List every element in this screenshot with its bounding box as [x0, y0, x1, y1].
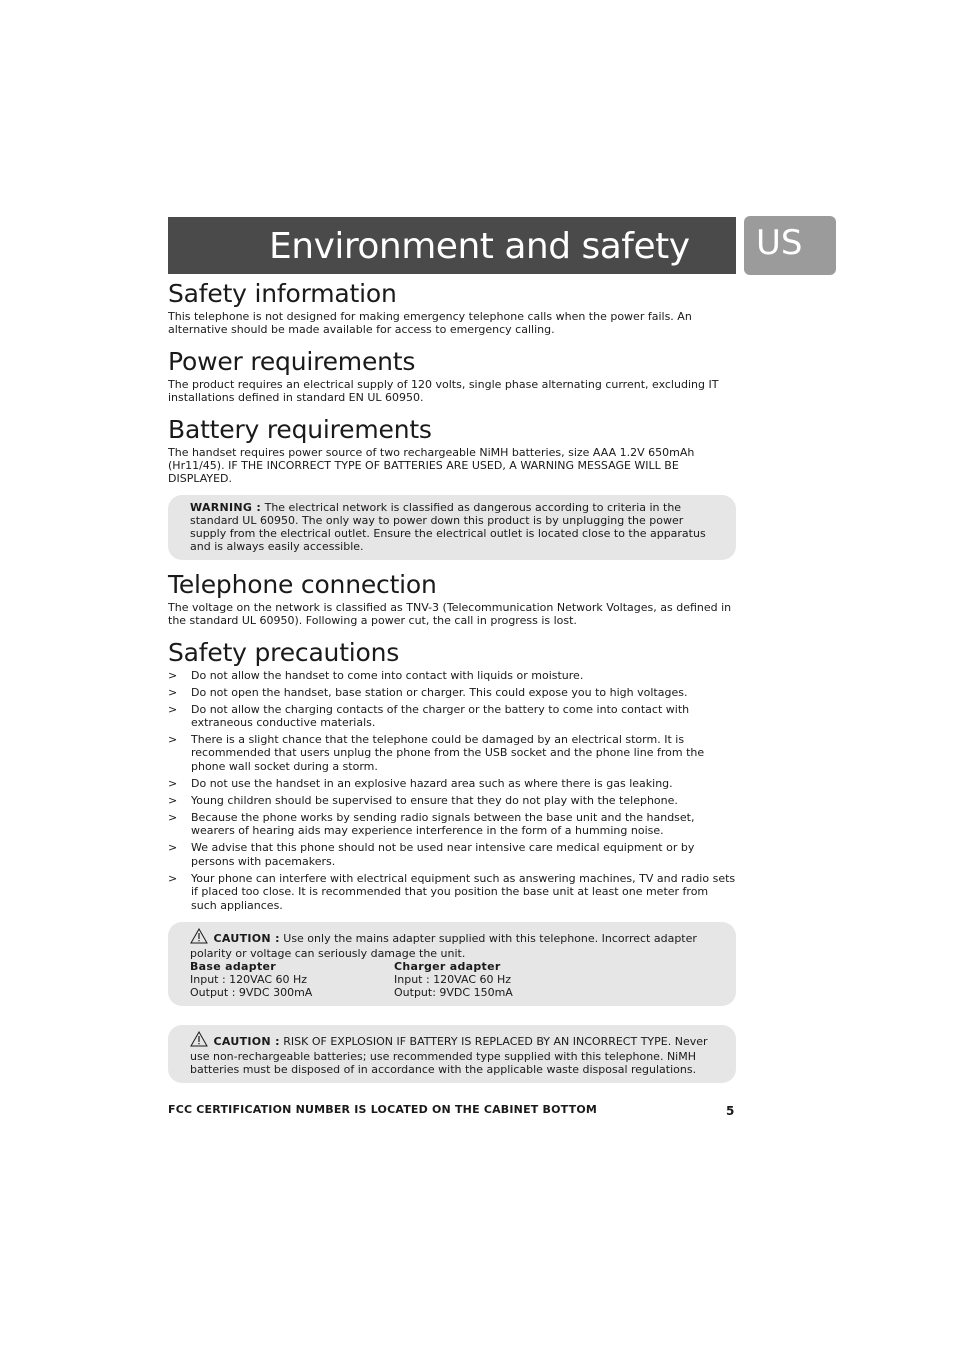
caution-battery-text: RISK OF EXPLOSION IF BATTERY IS REPLACED BY AN INCORRECT TYPE. Never use non-rechargeable batteries; use recommended type supplied with this telephone. NiMH batteries must be disposed of in accordance with the applicable waste disposal regulations. [190, 1034, 708, 1076]
warning-triangle-icon [190, 1031, 210, 1050]
page-title-bar [168, 217, 736, 274]
power-requirements-heading: Power requirements [168, 346, 416, 376]
adapter-specs [190, 960, 714, 999]
safety-precautions-list [168, 669, 736, 912]
power-requirements-text: The product requires an electrical supply of 120 volts, single phase alternating current, excluding IT installations defined in standard EN UL 60950. [168, 377, 719, 405]
base-adapter-input: Input : 120VAC 60 Hz [190, 972, 308, 986]
battery-requirements-heading: Battery requirements [168, 414, 432, 444]
charger-adapter-output: Output: 9VDC 150mA [394, 985, 513, 999]
caution-battery-box [168, 1025, 736, 1083]
telephone-connection-heading: Telephone connection [168, 569, 437, 599]
list-item: > Your phone can interfere with electrical equipment such as answering machines, TV and radio sets if placed too close. It is recommended that you position the base unit at least one meter from such appliances. [168, 871, 736, 912]
caution-adapter-text: Use only the mains adapter supplied with this telephone. Incorrect adapter polarity or voltage can seriously damage the unit. [190, 931, 697, 960]
base-adapter-output: Output : 9VDC 300mA [190, 985, 313, 999]
fcc-notice: FCC CERTIFICATION NUMBER IS LOCATED ON THE CABINET BOTTOM [168, 1102, 598, 1116]
base-adapter-specs [190, 960, 394, 999]
warning-label: WARNING : [190, 500, 262, 514]
caution-adapter-box [168, 922, 736, 1006]
main-content [168, 278, 736, 1116]
page-number: 5 [726, 1104, 735, 1118]
list-item: > Young children should be supervised to ensure that they do not play with the telephone. [168, 793, 678, 807]
warning-box [168, 495, 736, 560]
list-item: > Do not use the handset in an explosive hazard area such as where there is gas leaking. [168, 776, 673, 790]
list-item: > Do not allow the charging contacts of the charger or the battery to come into contact with extraneous conductive materials. [168, 702, 690, 730]
base-adapter-title: Base adapter [190, 959, 276, 973]
list-item: > Do not allow the handset to come into contact with liquids or moisture. [168, 668, 584, 682]
caution-adapter-label: CAUTION : [213, 931, 280, 945]
warning-text: The electrical network is classified as dangerous according to criteria in the standard UL 60950. The only way to power down this product is by unplugging the power supply from the electrical outlet. Ensure the electrical outlet is located close to the apparatus and is always easily accessible. [190, 500, 706, 553]
charger-adapter-input: Input : 120VAC 60 Hz [394, 972, 512, 986]
list-item: > Because the phone works by sending radio signals between the base unit and the handset, wearers of hearing aids may experience interference in the form of a humming noise. [168, 810, 695, 838]
list-item: > We advise that this phone should not be used near intensive care medical equipment or by persons with pacemakers. [168, 841, 695, 868]
charger-adapter-title: Charger adapter [394, 959, 501, 973]
battery-requirements-text: The handset requires power source of two rechargeable NiMH batteries, size AAA 1.2V 650mAh (Hr11/45). IF THE INCORRECT TYPE OF BATTERIES ARE USED, A WARNING MESSAGE WILL BE DISPLAYED. [168, 445, 695, 486]
caution-battery-label: CAUTION : [213, 1034, 280, 1048]
list-item: > There is a slight chance that the telephone could be damaged by an electrical storm. It is recommended that users unplug the phone from the USB socket and the phone line from the phone wall socket during a storm. [168, 733, 705, 773]
safety-information-heading: Safety information [168, 279, 397, 308]
page-title: Environment and safety [269, 226, 690, 267]
telephone-connection-text: The voltage on the network is classified as TNV-3 (Telecommunication Network Voltages, as defined in the standard UL 60950). Following a power cut, the call in progress is lost. [168, 600, 732, 628]
safety-information-text: This telephone is not designed for making emergency telephone calls when the power fails. An alternative should be made available for access to emergency calling. [168, 310, 692, 337]
charger-adapter-specs [394, 960, 598, 999]
language-label: US [756, 223, 803, 263]
list-item: > Do not open the handset, base station or charger. This could expose you to high voltages. [168, 685, 688, 699]
warning-triangle-icon [190, 928, 210, 947]
language-tab [744, 216, 836, 275]
safety-precautions-heading: Safety precautions [168, 637, 400, 667]
